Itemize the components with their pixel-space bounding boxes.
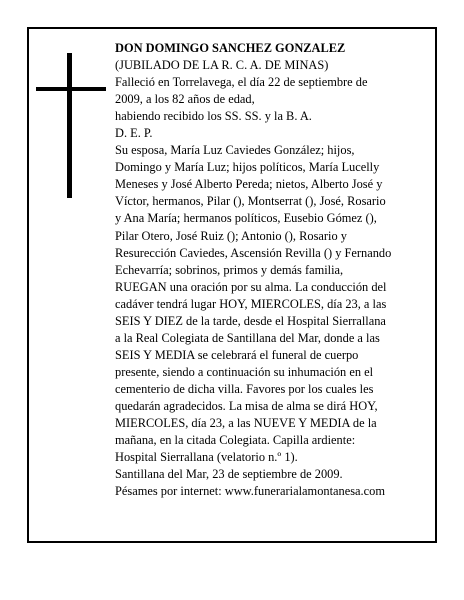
notice-line: Hospital Sierrallana (velatorio n.º 1). — [115, 450, 298, 465]
notice-line: 2009, a los 82 años de edad, — [115, 92, 255, 107]
notice-line: cementerio de dicha villa. Favores por los cuales les — [115, 381, 374, 396]
notice-date: Santillana del Mar, 23 de septiembre de 2009. — [115, 467, 343, 482]
condolences-web: Pésames por internet: www.funerarialamontanesa.com — [115, 484, 385, 499]
notice-line: habiendo recibido los SS. SS. y la B. A. — [115, 109, 312, 124]
cross-vertical-bar — [67, 53, 72, 198]
notice-line: D. E. P. — [115, 126, 153, 141]
notice-line: Domingo y María Luz; hijos políticos, María Lucelly — [115, 160, 380, 175]
notice-line: y Ana María; hermanos políticos, Eusebio Gómez (), — [115, 211, 377, 226]
cross-icon — [36, 53, 106, 198]
notice-line: mañana, en la citada Colegiata. Capilla ardiente: — [115, 433, 356, 448]
notice-line: Resurección Caviedes, Ascensión Revilla () y Fernando — [115, 245, 392, 260]
notice-line: Meneses y José Alberto Pereda; nietos, Alberto José y — [115, 177, 383, 192]
notice-line: RUEGAN una oración por su alma. La conducción del — [115, 279, 387, 294]
notice-text — [115, 40, 427, 500]
notice-line: SEIS Y DIEZ de la tarde, desde el Hospital Sierrallana — [115, 313, 386, 328]
cross-horizontal-bar — [36, 87, 106, 91]
notice-line: SEIS Y MEDIA se celebrará el funeral de cuerpo — [115, 347, 359, 362]
deceased-name: DON DOMINGO SANCHEZ GONZALEZ — [115, 41, 346, 55]
notice-line: Echevarría; sobrinos, primos y demás familia, — [115, 262, 344, 277]
notice-line: quedarán agradecidos. La misa de alma se dirá HOY, — [115, 398, 378, 413]
notice-line: (JUBILADO DE LA R. C. A. DE MINAS) — [115, 58, 329, 73]
notice-line: MIERCOLES, día 23, a las NUEVE Y MEDIA de la — [115, 416, 377, 431]
notice-line: Víctor, hermanos, Pilar (), Montserrat (), José, Rosario — [115, 194, 386, 209]
notice-line: Su esposa, María Luz Caviedes González; hijos, — [115, 143, 355, 158]
notice-line: presente, siendo a continuación su inhumación en el — [115, 364, 374, 379]
notice-line: Falleció en Torrelavega, el día 22 de septiembre de — [115, 75, 368, 90]
notice-line: Pilar Otero, José Ruiz (); Antonio (), Rosario y — [115, 228, 347, 243]
notice-line: a la Real Colegiata de Santillana del Mar, donde a las — [115, 330, 380, 345]
notice-line: cadáver tendrá lugar HOY, MIERCOLES, día 23, a las — [115, 296, 387, 311]
